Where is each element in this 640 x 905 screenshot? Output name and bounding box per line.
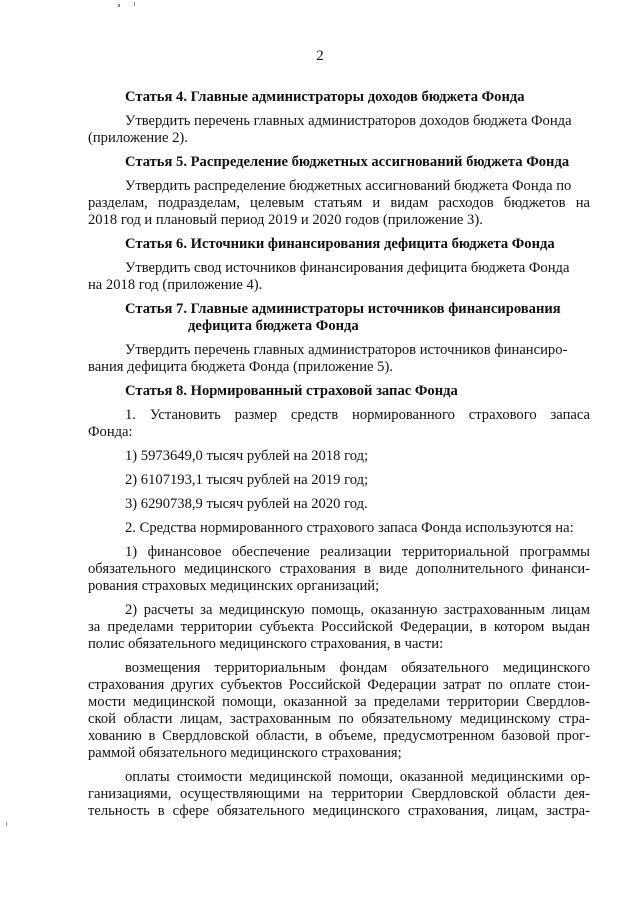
list-item: 2) 6107193,1 тысяч рублей на 2019 год; [125, 472, 369, 488]
paragraph-line: разделам, подразделам, целевым статьям и видам расходов бюджетов на [88, 195, 590, 211]
paragraph-line: 1. Установить размер средств нормированного страхового запаса [125, 407, 590, 423]
paragraph-line: ганизациями, осуществляющими на территории Свердловской области дея- [88, 786, 590, 802]
paragraph-line: 2. Средства нормированного страхового запаса Фонда используются на: [125, 520, 574, 536]
paragraph-line: возмещения территориальным фондам обязательного медицинского [125, 660, 590, 676]
paragraph-line: 1) финансовое обеспечение реализации территориальной программы [125, 544, 590, 560]
list-item: 3) 6290738,9 тысяч рублей на 2020 год. [125, 496, 368, 512]
paragraph-line: хованию в Свердловской области, в объеме, предусмотренном базовой прог- [88, 728, 590, 744]
paragraph-line: Утвердить перечень главных администраторов доходов бюджета Фонда [125, 113, 572, 129]
paragraph-line: ской области лицам, застрахованным по обязательному медицинскому стра- [88, 711, 590, 727]
list-item: 1) 5973649,0 тысяч рублей на 2018 год; [125, 448, 369, 464]
paragraph-line: Фонда: [88, 424, 133, 440]
paragraph-line: раммой обязательного медицинского страхования; [88, 745, 402, 761]
article-5-heading: Статья 5. Распределение бюджетных ассигнований бюджета Фонда [125, 154, 570, 170]
paragraph-line: Утвердить свод источников финансирования дефицита бюджета Фонда [125, 260, 570, 276]
paragraph-line: рования страховых медицинских организаций; [88, 578, 380, 594]
paragraph-line: полис обязательного медицинского страхования, в части: [88, 636, 444, 652]
article-7-heading: Статья 7. Главные администраторы источников финансирования [125, 301, 561, 317]
page-number: 2 [316, 48, 324, 64]
article-8-heading: Статья 8. Нормированный страховой запас Фонда [125, 383, 458, 399]
paragraph-line: мости медицинской помощи, оказанной за пределами территории Свердлов- [88, 694, 590, 710]
paragraph-line: страхования других субъектов Российской Федерации затрат по оплате стои- [88, 677, 590, 693]
article-6-heading: Статья 6. Источники финансирования дефицита бюджета Фонда [125, 236, 555, 252]
paragraph-line: Утвердить распределение бюджетных ассигнований бюджета Фонда по [125, 178, 572, 194]
paragraph-line: за пределами территории субъекта Российской Федерации, в котором выдан [88, 619, 590, 635]
paragraph-line: вания дефицита бюджета Фонда (приложение 5). [88, 359, 393, 375]
article-7-heading-cont: дефицита бюджета Фонда [188, 318, 359, 334]
paragraph-line: на 2018 год (приложение 4). [88, 277, 263, 293]
paragraph-line: тельность в сфере обязательного медицинского страхования, лицам, застра- [88, 803, 590, 819]
paragraph-line: обязательного медицинского страхования в виде дополнительного финанси- [88, 561, 590, 577]
paragraph-line: оплаты стоимости медицинской помощи, оказанной медицинскими ор- [125, 769, 590, 785]
article-4-heading: Статья 4. Главные администраторы доходов бюджета Фонда [125, 89, 525, 105]
paragraph-line: 2018 год и плановый период 2019 и 2020 годов (приложение 3). [88, 212, 483, 228]
paragraph-line: 2) расчеты за медицинскую помощь, оказанную застрахованным лицам [125, 602, 590, 618]
paragraph-line: Утвердить перечень главных администраторов источников финансиро- [125, 342, 568, 358]
scan-mark [134, 2, 135, 6]
scan-mark [118, 4, 120, 7]
scan-mark [6, 822, 7, 826]
paragraph-line: (приложение 2). [88, 130, 188, 146]
